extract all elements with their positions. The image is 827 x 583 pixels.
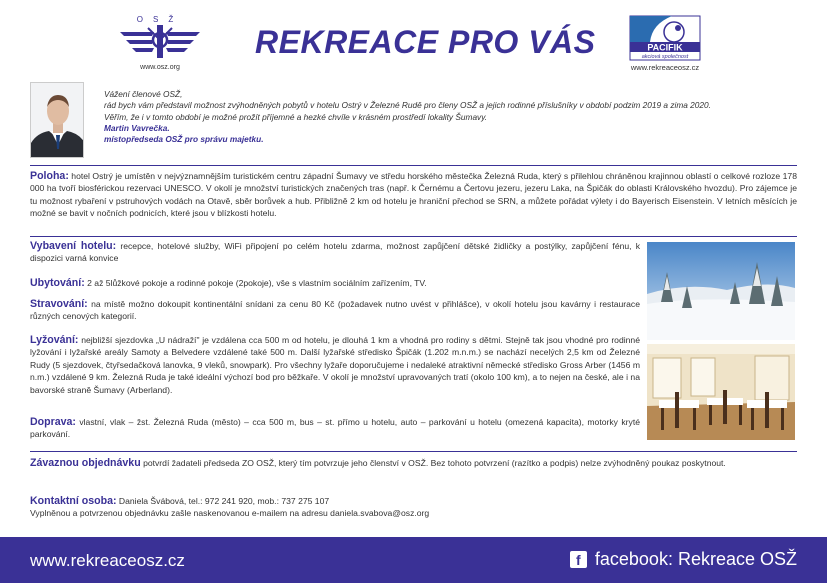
intro-line: rád bych vám představil možnost zvýhodněných pobytů v hotelu Ostrý v Železné Rudě pro členy OSŽ a jejich rodinné příslušníky v období podzim 2019 a zima 2020. (104, 100, 711, 111)
divider (30, 451, 797, 452)
section-poloha (30, 170, 797, 220)
section-text: recepce, hotelové služby, WiFi připojení po celém hotelu zdarma, možnost zapůjčení dětské židličky a postýlky, zapůjčení fénu, k dispozici varná konvice (30, 241, 641, 264)
restaurant-photo (647, 344, 795, 440)
section-heading: Kontaktní osoba: (30, 495, 117, 507)
osz-url[interactable]: www.osz.org (140, 64, 180, 71)
facebook-label: facebook: Rekreace OSŽ (594, 549, 797, 569)
section-doprava (30, 416, 640, 441)
footer-bar (0, 537, 827, 583)
section-text: hotel Ostrý je umístěn v nejvýznamnějším turistickém centru západní Šumavy ve středu horského městečka Železná Ruda, který s přilehlou chráněnou krajinnou oblastí o celkové rozloze 178 000 ha tvoří biosférickou rezervaci UNESCO. V okolí je množství turistických značených tras (např. k Černému a Čertovu jezeru, jezeru Laka, na Špičák do oblasti Královského hvozdu). Pro zájemce je tu možnost rybaření v pstruhových vodách na Otavě, sběr borůvek a hub. Přibližně 2 km od hotelu je hraniční přechod se SRN, a můžete pořádat výlety i do Bayerisch Eisenstein. V letních měsících je možné se bavit v nočních podnicích, které jsou v blízkosti hotelu. (30, 171, 797, 219)
section-vybaveni (30, 240, 640, 265)
footer-url-link[interactable]: www.rekreaceosz.cz (30, 551, 185, 570)
svg-text:OSŽ: OSŽ (136, 15, 184, 24)
section-text: vlastní, vlak – žst. Železná Ruda (město) – cca 500 m, bus – st. přímo u hotelu, auto – parkování u hotelu (omezená kapacita), motorky kryté parkování. (30, 417, 640, 440)
signature-role: místopředseda OSŽ pro správu majetku. (104, 134, 264, 145)
section-text: Daniela Švábová, tel.: 972 241 920, mob.: 737 275 107 (118, 496, 330, 506)
header (0, 0, 827, 78)
section-heading: Poloha: (30, 170, 69, 182)
pacifik-logo-icon (622, 14, 708, 62)
winter-landscape-photo (647, 242, 795, 340)
facebook-icon: f (570, 551, 587, 568)
section-text: na místě možno dokoupit kontinentální snídani za cenu 80 Kč (požadavek nutno uvést v přihlášce), v okolí hotelu jsou kavárny i restaurace různých cenových kategorií. (30, 299, 640, 322)
section-lyzovani (30, 334, 640, 396)
section-ubytovani (30, 277, 640, 289)
divider (30, 236, 797, 237)
section-kontakt (30, 495, 797, 520)
intro-line: Vážení členové OSŽ, (104, 89, 183, 99)
winged-wheel-logo-icon (118, 10, 202, 60)
intro-line: Věřím, že i v tomto období je možné prožít příjemné a hezké chvíle v krásném prostředí lokality Šumavy. (104, 111, 488, 122)
facebook-link[interactable] (570, 549, 797, 570)
pacifik-url[interactable]: www.rekreaceosz.cz (630, 63, 700, 72)
signature-name: Martin Vavrečka. (104, 122, 170, 133)
intro (30, 82, 810, 162)
osz-logo (112, 10, 208, 74)
section-heading: Vybavení hotelu: (30, 240, 117, 252)
section-text: potvrdí žadateli předseda ZO OSŽ, který tím potvrzuje jeho členství v OSŽ. Bez tohoto potvrzení (razítko a podpis) nelze zvýhodněný poukaz poskytnout. (143, 458, 726, 468)
section-heading: Stravování: (30, 298, 88, 310)
section-heading: Doprava: (30, 416, 76, 428)
page-title: REKREACE PRO VÁS (255, 24, 596, 60)
pacifik-logo (622, 14, 708, 76)
contact-note: Vyplněnou a potvrzenou objednávku zašle naskenovanou e-mailem na adresu daniela.svabova@osz.org (30, 508, 430, 519)
section-text: 2 až 5lůžkové pokoje a rodinné pokoje (2pokoje), vše s vlastním sociálním zařízením, TV. (87, 278, 427, 288)
section-heading: Závaznou objednávku (30, 457, 141, 469)
section-heading: Lyžování: (30, 334, 79, 346)
section-text: nejbližší sjezdovka „U nádraží" je vzdálena cca 500 m od hotelu, je dlouhá 1 km a vhodná pro rodiny s dětmi. Stejně tak jsou vhodné pro rodinné lyžování i lyžařské areály Samoty a Belvedere vzdálené také 500 m. Další lyžařské středisko Špičák (1.202 m.n.m.) se nachází necelých 2,5 km od Železné Rudy (5 sjezdovek, čtyřsedačková lanovka, 9 vleků, snowpark). Pro všechny lyžaře doporučujeme i nedaleké atraktivní německé středisko Gross Arber (1456 m n.m.) vzdálené 9 km. Železná Ruda je také ideální výchozí bod pro běžkaře. V okolí je množství upravovaných tratí (okolo 100 km), a to nejen na české, ale i na bavorské straně Šumavy (Arberland). (30, 335, 640, 395)
pacifik-sub: akciová společnost (641, 54, 689, 60)
section-objednavka (30, 457, 797, 469)
portrait-photo (30, 82, 84, 158)
divider (30, 165, 797, 166)
intro-letter (104, 89, 814, 145)
section-heading: Ubytování: (30, 277, 85, 289)
pacifik-name: PACIFIK (647, 42, 683, 53)
section-stravovani (30, 298, 640, 323)
